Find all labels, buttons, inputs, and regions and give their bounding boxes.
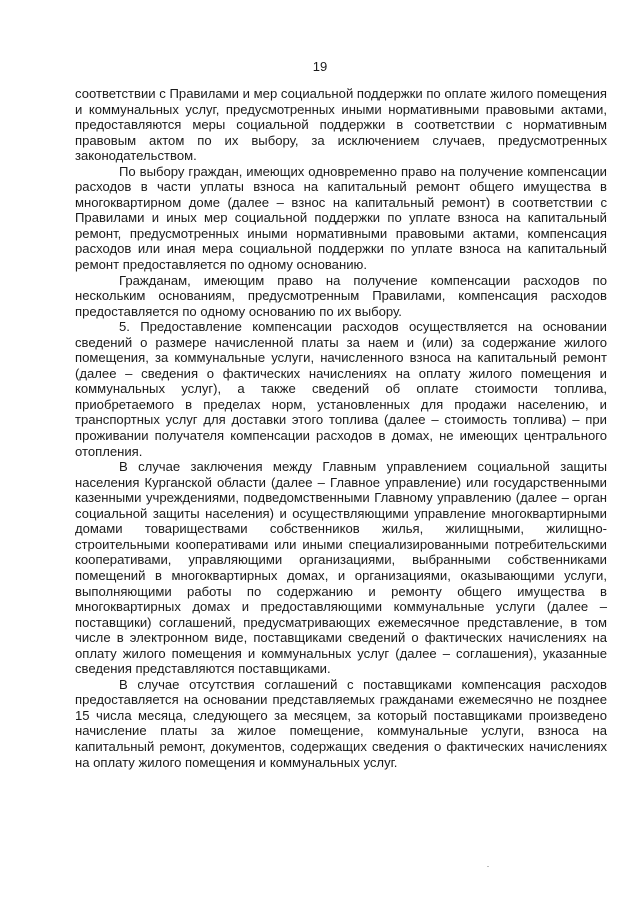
paragraph-5: В случае заключения между Главным управлением социальной защиты населения Курганской области (далее – Главное управление) или государственными казенными учреждениями, подведомственными Главному управлению (далее – орган социальной защиты населения) и осуществляющими управление многоквартирными домами товариществами собственников жилья, жилищными, жилищно-строительными кооперативами или иными специализированными потребительскими кооперативами, управляющими организациями, выбранными собственниками помещений в многоквартирных домах, и организациями, оказывающими услуги, выполняющими работы по содержанию и ремонту общего имущества в многоквартирных домах и предоставляющими коммунальные услуги (далее – поставщики) соглашений, предусматривающих ежемесячное представление, в том числе в электронном виде, поставщиками сведений о фактических начислениях на оплату жилого помещения и коммунальных услуг (далее – соглашения), указанные сведения представляются поставщиками.: [75, 459, 607, 677]
scan-speck: [487, 866, 489, 867]
paragraph-2: По выбору граждан, имеющих одновременно право на получение компенсации расходов в части уплаты взноса на капитальный ремонт общего имущества в многоквартирном доме (далее – взнос на капитальный ремонт) в соответствии с Правилами и иных мер социальной поддержки по уплате взноса на капитальный ремонт, предусмотренных иными нормативными правовыми актами, компенсация расходов или иная мера социальной поддержки по уплате взноса на капитальный ремонт предоставляется по одному основанию.: [75, 163, 607, 273]
paragraph-1: соответствии с Правилами и мер социальной поддержки по оплате жилого помещения и коммунальных услуг, предусмотренных иными нормативными правовыми актами, предоставляются меры социальной поддержки в соответствии с нормативным правовым актом по их выбору, за исключением случаев, предусмотренных законодательством.: [75, 86, 607, 164]
page-number: 19: [312, 59, 328, 74]
paragraph-6: В случае отсутствия соглашений с поставщиками компенсация расходов предоставляется на основании представляемых гражданами ежемесячно не позднее 15 числа месяца, следующего за месяцем, за который поставщиками произведено начисление платы за жилое помещение, коммунальные услуги, взноса на капитальный ремонт, документов, содержащих сведения о фактических начислениях на оплату жилого помещения и коммунальных услуг.: [75, 676, 607, 770]
paragraph-4: 5. Предоставление компенсации расходов осуществляется на основании сведений о размере начисленной платы за наем и (или) за содержание жилого помещения, за коммунальные услуги, начисленного взноса на капитальный ремонт (далее – сведения о фактических начислениях на оплату жилого помещения и коммунальных услуг), а также сведений об оплате стоимости топлива, приобретаемого в пределах норм, установленных для продажи населению, и транспортных услуг для доставки этого топлива (далее – стоимость топлива) – при проживании получателя компенсации расходов в домах, не имеющих центрального отопления.: [75, 319, 607, 459]
paragraph-3: Гражданам, имеющим право на получение компенсации расходов по нескольким основаниям, предусмотренным Правилами, компенсация расходов предоставляется по одному основанию по их выбору.: [75, 272, 607, 319]
document-body: [75, 86, 607, 770]
